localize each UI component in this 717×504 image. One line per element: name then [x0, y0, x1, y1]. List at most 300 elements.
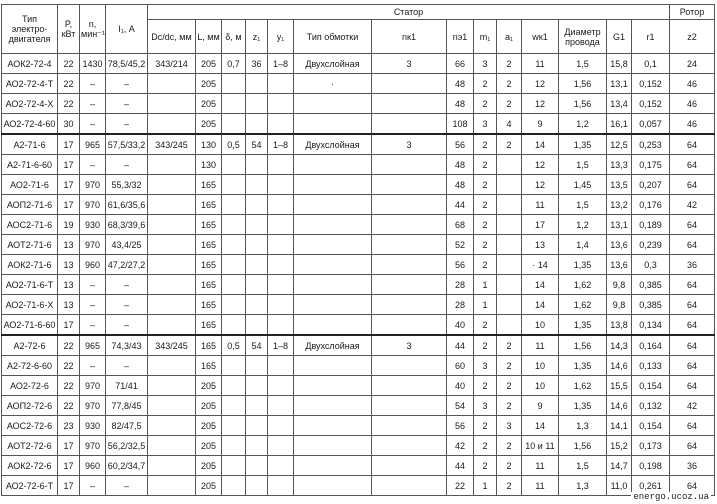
- cell-z2: 46: [670, 114, 715, 135]
- cell-z1: 54: [246, 335, 268, 356]
- cell-nk1: [372, 155, 447, 175]
- cell-dc: [148, 255, 196, 275]
- cell-nk1: [372, 476, 447, 496]
- cell-z1: [246, 456, 268, 476]
- cell-z1: [246, 215, 268, 235]
- cell-m1: 2: [474, 94, 497, 114]
- cell-length: 205: [196, 436, 222, 456]
- cell-z2: 64: [670, 175, 715, 195]
- cell-wk1: 14: [522, 275, 559, 295]
- cell-gap: [222, 155, 246, 175]
- cell-a1: [497, 195, 522, 215]
- cell-winding-type: ·: [294, 74, 372, 94]
- cell-wk1: 9: [522, 114, 559, 135]
- cell-speed: 960: [80, 255, 106, 275]
- cell-y1: [268, 235, 294, 255]
- cell-wk1: 11: [522, 195, 559, 215]
- cell-a1: 2: [497, 134, 522, 155]
- cell-winding-type: Двухслойная: [294, 335, 372, 356]
- cell-current: 71/41: [106, 376, 148, 396]
- cell-length: 205: [196, 456, 222, 476]
- cell-g1: 14,6: [607, 356, 632, 376]
- header-r1: r1: [632, 20, 670, 54]
- cell-current: 77,8/45: [106, 396, 148, 416]
- cell-power: 13: [58, 275, 80, 295]
- cell-r1: 0,152: [632, 74, 670, 94]
- cell-y1: [268, 476, 294, 496]
- cell-motor-type: АОТ2-72-6: [2, 436, 58, 456]
- cell-r1: 0,057: [632, 114, 670, 135]
- cell-dc: [148, 456, 196, 476]
- cell-speed: –: [80, 74, 106, 94]
- cell-y1: [268, 195, 294, 215]
- header-wk1: wк1: [522, 20, 559, 54]
- cell-g1: 14,7: [607, 456, 632, 476]
- cell-wk1: 14: [522, 416, 559, 436]
- cell-z2: 24: [670, 54, 715, 74]
- cell-gap: [222, 396, 246, 416]
- cell-wk1: 10: [522, 376, 559, 396]
- cell-a1: [497, 275, 522, 295]
- cell-g1: 13,1: [607, 74, 632, 94]
- cell-wire-diameter: 1,56: [559, 335, 607, 356]
- cell-power: 13: [58, 295, 80, 315]
- cell-wire-diameter: 1,3: [559, 416, 607, 436]
- cell-y1: [268, 436, 294, 456]
- cell-power: 22: [58, 335, 80, 356]
- cell-z2: 64: [670, 275, 715, 295]
- cell-y1: [268, 356, 294, 376]
- cell-y1: [268, 416, 294, 436]
- cell-current: 55,3/32: [106, 175, 148, 195]
- cell-y1: [268, 456, 294, 476]
- cell-z2: 42: [670, 396, 715, 416]
- cell-ns1: 68: [447, 215, 474, 235]
- cell-m1: 1: [474, 295, 497, 315]
- cell-z1: [246, 195, 268, 215]
- table-row: [2, 195, 715, 215]
- cell-a1: 2: [497, 376, 522, 396]
- cell-z1: [246, 94, 268, 114]
- cell-winding-type: [294, 416, 372, 436]
- cell-length: 165: [196, 235, 222, 255]
- cell-r1: 0,132: [632, 396, 670, 416]
- cell-r1: 0,385: [632, 275, 670, 295]
- cell-current: 47,2/27,2: [106, 255, 148, 275]
- header-motor-type: Тип электро-двигателя: [2, 5, 58, 54]
- cell-r1: 0,189: [632, 215, 670, 235]
- cell-g1: 13,5: [607, 175, 632, 195]
- cell-length: 165: [196, 215, 222, 235]
- cell-y1: 1–8: [268, 134, 294, 155]
- table-row: [2, 175, 715, 195]
- cell-r1: 0,164: [632, 335, 670, 356]
- table-row: [2, 456, 715, 476]
- cell-motor-type: АО2-72-4-Х: [2, 94, 58, 114]
- cell-dc: [148, 195, 196, 215]
- cell-dc: 343/245: [148, 134, 196, 155]
- cell-dc: [148, 74, 196, 94]
- cell-nk1: [372, 175, 447, 195]
- table-row: [2, 134, 715, 155]
- cell-motor-type: АОТ2-71-6: [2, 235, 58, 255]
- cell-wk1: 11: [522, 335, 559, 356]
- cell-z1: [246, 114, 268, 135]
- cell-dc: [148, 436, 196, 456]
- cell-g1: 13,6: [607, 255, 632, 275]
- cell-winding-type: [294, 436, 372, 456]
- cell-r1: 0,175: [632, 155, 670, 175]
- cell-length: 165: [196, 315, 222, 336]
- cell-length: 205: [196, 74, 222, 94]
- cell-y1: [268, 275, 294, 295]
- cell-z2: 42: [670, 195, 715, 215]
- cell-ns1: 44: [447, 195, 474, 215]
- cell-dc: [148, 396, 196, 416]
- cell-power: 17: [58, 175, 80, 195]
- cell-winding-type: [294, 255, 372, 275]
- cell-m1: 2: [474, 175, 497, 195]
- cell-m1: 3: [474, 54, 497, 74]
- cell-m1: 1: [474, 476, 497, 496]
- cell-speed: –: [80, 476, 106, 496]
- cell-z1: [246, 396, 268, 416]
- cell-nk1: [372, 74, 447, 94]
- cell-nk1: [372, 436, 447, 456]
- cell-dc: [148, 235, 196, 255]
- cell-current: 57,5/33,2: [106, 134, 148, 155]
- cell-current: 60,2/34,7: [106, 456, 148, 476]
- cell-motor-type: АОС2-71-6: [2, 215, 58, 235]
- cell-wire-diameter: 1,35: [559, 356, 607, 376]
- table-row: [2, 335, 715, 356]
- cell-m1: 2: [474, 215, 497, 235]
- table-row: [2, 155, 715, 175]
- cell-a1: 2: [497, 356, 522, 376]
- cell-gap: [222, 376, 246, 396]
- cell-nk1: [372, 295, 447, 315]
- table-row: [2, 215, 715, 235]
- cell-a1: [497, 255, 522, 275]
- cell-g1: 16,1: [607, 114, 632, 135]
- cell-motor-type: АО2-72-6: [2, 376, 58, 396]
- table-row: [2, 74, 715, 94]
- cell-z2: 64: [670, 235, 715, 255]
- cell-z1: [246, 315, 268, 336]
- cell-wk1: 9: [522, 396, 559, 416]
- cell-g1: 14,6: [607, 396, 632, 416]
- cell-g1: 11,0: [607, 476, 632, 496]
- cell-ns1: 56: [447, 134, 474, 155]
- cell-gap: [222, 416, 246, 436]
- cell-winding-type: [294, 195, 372, 215]
- cell-motor-type: АО2-71-6-60: [2, 315, 58, 336]
- cell-g1: 15,2: [607, 436, 632, 456]
- header-a1: a₁: [497, 20, 522, 54]
- cell-length: 205: [196, 54, 222, 74]
- cell-speed: –: [80, 94, 106, 114]
- cell-a1: 2: [497, 54, 522, 74]
- cell-nk1: [372, 215, 447, 235]
- cell-nk1: [372, 356, 447, 376]
- cell-wire-diameter: 1,5: [559, 155, 607, 175]
- header-z2: z2: [670, 20, 715, 54]
- table-row: [2, 476, 715, 496]
- cell-ns1: 44: [447, 335, 474, 356]
- cell-winding-type: Двухслойная: [294, 134, 372, 155]
- cell-dc: [148, 114, 196, 135]
- cell-nk1: [372, 114, 447, 135]
- cell-ns1: 42: [447, 436, 474, 456]
- cell-nk1: [372, 396, 447, 416]
- cell-y1: [268, 155, 294, 175]
- cell-nk1: [372, 235, 447, 255]
- header-power: P, кВт: [58, 5, 80, 54]
- cell-a1: [497, 295, 522, 315]
- header-dc: Dc/dc, мм: [148, 20, 196, 54]
- cell-length: 205: [196, 114, 222, 135]
- cell-g1: 9,8: [607, 295, 632, 315]
- cell-z2: 64: [670, 134, 715, 155]
- motor-winding-table: [1, 4, 715, 496]
- header-length: L, мм: [196, 20, 222, 54]
- cell-power: 22: [58, 376, 80, 396]
- cell-ns1: 56: [447, 255, 474, 275]
- cell-winding-type: [294, 235, 372, 255]
- cell-gap: 0,5: [222, 335, 246, 356]
- table-body: [2, 54, 715, 496]
- cell-a1: [497, 315, 522, 336]
- cell-r1: 0,176: [632, 195, 670, 215]
- cell-ns1: 48: [447, 74, 474, 94]
- cell-speed: –: [80, 315, 106, 336]
- cell-dc: [148, 356, 196, 376]
- cell-z1: 54: [246, 134, 268, 155]
- cell-winding-type: Двухслойная: [294, 54, 372, 74]
- cell-ns1: 48: [447, 155, 474, 175]
- cell-ns1: 56: [447, 416, 474, 436]
- cell-gap: [222, 436, 246, 456]
- watermark: energo.ucoz.ua: [633, 492, 709, 502]
- cell-wk1: 10 и 11: [522, 436, 559, 456]
- cell-m1: 2: [474, 195, 497, 215]
- cell-speed: 970: [80, 436, 106, 456]
- cell-nk1: [372, 255, 447, 275]
- cell-g1: 13,8: [607, 315, 632, 336]
- cell-gap: [222, 195, 246, 215]
- cell-power: 17: [58, 436, 80, 456]
- cell-dc: [148, 94, 196, 114]
- cell-winding-type: [294, 175, 372, 195]
- cell-motor-type: АО2-71-6-Т: [2, 275, 58, 295]
- table-row: [2, 275, 715, 295]
- cell-dc: [148, 416, 196, 436]
- table-row: [2, 54, 715, 74]
- header-z1: z₁: [246, 20, 268, 54]
- cell-dc: [148, 376, 196, 396]
- cell-a1: 2: [497, 94, 522, 114]
- cell-z1: [246, 175, 268, 195]
- cell-g1: 9,8: [607, 275, 632, 295]
- cell-a1: 2: [497, 436, 522, 456]
- cell-winding-type: [294, 356, 372, 376]
- cell-nk1: 3: [372, 54, 447, 74]
- cell-current: 56,2/32,5: [106, 436, 148, 456]
- cell-z1: [246, 74, 268, 94]
- cell-r1: 0,261: [632, 476, 670, 496]
- cell-wk1: 12: [522, 74, 559, 94]
- cell-current: –: [106, 295, 148, 315]
- cell-motor-type: АОК2-71-6: [2, 255, 58, 275]
- cell-ns1: 40: [447, 376, 474, 396]
- cell-wk1: 13: [522, 235, 559, 255]
- cell-speed: 930: [80, 416, 106, 436]
- cell-motor-type: АОК2-72-6: [2, 456, 58, 476]
- header-gap: δ, м: [222, 20, 246, 54]
- cell-g1: 15,8: [607, 54, 632, 74]
- cell-speed: 965: [80, 335, 106, 356]
- cell-power: 19: [58, 215, 80, 235]
- cell-a1: 4: [497, 114, 522, 135]
- cell-y1: [268, 315, 294, 336]
- cell-z1: [246, 476, 268, 496]
- cell-r1: 0,198: [632, 456, 670, 476]
- cell-wire-diameter: 1,2: [559, 215, 607, 235]
- cell-current: 43,4/25: [106, 235, 148, 255]
- cell-ns1: 66: [447, 54, 474, 74]
- cell-ns1: 22: [447, 476, 474, 496]
- cell-motor-type: АО2-72-4-60: [2, 114, 58, 135]
- cell-gap: [222, 215, 246, 235]
- cell-wk1: 17: [522, 215, 559, 235]
- cell-g1: 13,6: [607, 235, 632, 255]
- cell-g1: 13,3: [607, 155, 632, 175]
- cell-z1: 36: [246, 54, 268, 74]
- cell-y1: [268, 94, 294, 114]
- cell-nk1: 3: [372, 335, 447, 356]
- cell-y1: [268, 376, 294, 396]
- cell-dc: [148, 175, 196, 195]
- table-row: [2, 315, 715, 336]
- cell-wk1: 11: [522, 54, 559, 74]
- cell-winding-type: [294, 456, 372, 476]
- cell-winding-type: [294, 396, 372, 416]
- cell-r1: 0,3: [632, 255, 670, 275]
- cell-gap: [222, 275, 246, 295]
- cell-m1: 1: [474, 275, 497, 295]
- cell-gap: 0,7: [222, 54, 246, 74]
- cell-wire-diameter: 1,35: [559, 134, 607, 155]
- cell-power: 23: [58, 416, 80, 436]
- cell-z2: 36: [670, 456, 715, 476]
- cell-current: 68,3/39,6: [106, 215, 148, 235]
- header-y1: y₁: [268, 20, 294, 54]
- cell-ns1: 54: [447, 396, 474, 416]
- header-g1: G1: [607, 20, 632, 54]
- cell-current: –: [106, 275, 148, 295]
- cell-nk1: [372, 275, 447, 295]
- cell-speed: –: [80, 295, 106, 315]
- cell-wk1: 12: [522, 94, 559, 114]
- cell-wk1: 11: [522, 476, 559, 496]
- header-rotor-group: Ротор: [670, 5, 715, 20]
- cell-wk1: · 14: [522, 255, 559, 275]
- cell-wire-diameter: 1,56: [559, 74, 607, 94]
- cell-power: 30: [58, 114, 80, 135]
- cell-current: –: [106, 476, 148, 496]
- cell-current: –: [106, 315, 148, 336]
- cell-r1: 0,207: [632, 175, 670, 195]
- header-current: I₁, А: [106, 5, 148, 54]
- cell-m1: 2: [474, 235, 497, 255]
- cell-gap: [222, 456, 246, 476]
- cell-power: 17: [58, 134, 80, 155]
- cell-ns1: 60: [447, 356, 474, 376]
- cell-g1: 13,2: [607, 195, 632, 215]
- cell-dc: [148, 315, 196, 336]
- cell-gap: [222, 476, 246, 496]
- cell-ns1: 108: [447, 114, 474, 135]
- cell-speed: –: [80, 356, 106, 376]
- cell-gap: [222, 315, 246, 336]
- cell-motor-type: АО2-71-6: [2, 175, 58, 195]
- table-row: [2, 235, 715, 255]
- cell-motor-type: А2-71-6: [2, 134, 58, 155]
- cell-winding-type: [294, 155, 372, 175]
- table-row: [2, 114, 715, 135]
- cell-r1: 0,133: [632, 356, 670, 376]
- cell-power: 17: [58, 456, 80, 476]
- cell-r1: 0,1: [632, 54, 670, 74]
- cell-z2: 64: [670, 315, 715, 336]
- cell-current: 61,6/35,6: [106, 195, 148, 215]
- cell-length: 165: [196, 195, 222, 215]
- header-speed: n, мин⁻¹: [80, 5, 106, 54]
- cell-y1: 1–8: [268, 335, 294, 356]
- cell-length: 165: [196, 255, 222, 275]
- cell-motor-type: АОП2-72-6: [2, 396, 58, 416]
- cell-a1: [497, 215, 522, 235]
- cell-z2: 64: [670, 476, 715, 496]
- cell-y1: 1–8: [268, 54, 294, 74]
- cell-z1: [246, 155, 268, 175]
- cell-speed: 970: [80, 235, 106, 255]
- cell-winding-type: [294, 275, 372, 295]
- cell-current: –: [106, 94, 148, 114]
- cell-r1: 0,152: [632, 94, 670, 114]
- cell-speed: –: [80, 275, 106, 295]
- cell-z1: [246, 436, 268, 456]
- cell-dc: [148, 275, 196, 295]
- cell-z2: 64: [670, 295, 715, 315]
- cell-a1: [497, 155, 522, 175]
- cell-length: 165: [196, 275, 222, 295]
- cell-motor-type: А2-71-6-60: [2, 155, 58, 175]
- cell-m1: 2: [474, 456, 497, 476]
- cell-nk1: [372, 416, 447, 436]
- cell-a1: [497, 175, 522, 195]
- cell-current: –: [106, 74, 148, 94]
- cell-y1: [268, 74, 294, 94]
- cell-z2: 46: [670, 74, 715, 94]
- cell-ns1: 40: [447, 315, 474, 336]
- cell-power: 17: [58, 315, 80, 336]
- cell-wk1: 12: [522, 175, 559, 195]
- cell-ns1: 44: [447, 456, 474, 476]
- cell-z2: 64: [670, 356, 715, 376]
- table-row: [2, 295, 715, 315]
- cell-gap: [222, 356, 246, 376]
